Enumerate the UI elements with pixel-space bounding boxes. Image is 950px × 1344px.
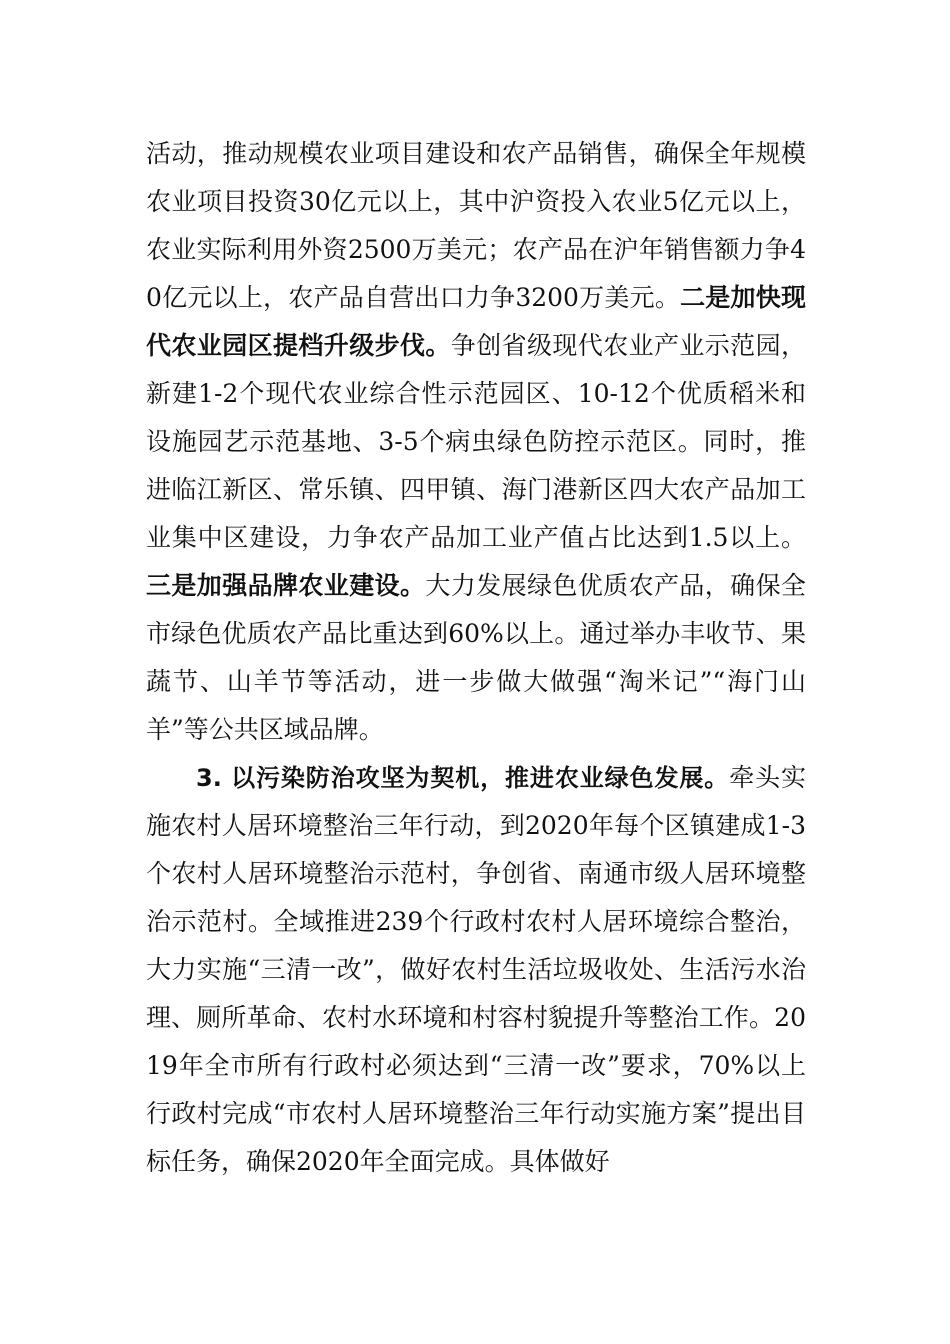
point-two-heading: 二是加快现代农业园区提档升级步伐。: [146, 283, 806, 360]
document-page: [146, 130, 806, 1186]
paragraph-text: 争创省级现代农业产业示范园，新建1-2个现代农业综合性示范园区、10-12个优质稻米和设施园艺示范基地、3-5个病虫绿色防控示范区。同时，推进临江新区、常乐镇、四甲镇、海门港新区四大农产品加工业集中区建设，力争农产品加工业产值占比达到1.5以上。: [146, 331, 806, 552]
paragraph-green-development: [146, 754, 806, 1186]
paragraph-text: 活动，推动规模农业项目建设和农产品销售，确保全年规模农业项目投资30亿元以上，其中沪资投入农业5亿元以上，农业实际利用外资2500万美元；农产品在沪年销售额力争40亿元以上，农产品自营出口力争3200万美元。: [146, 139, 806, 312]
point-three-heading: 三是加强品牌农业建设。: [146, 571, 426, 600]
paragraph-text: 牵头实施农村人居环境整治三年行动，到2020年每个区镇建成1-3个农村人居环境整治示范村，争创省、南通市级人居环境整治示范村。全域推进239个行政村农村人居环境综合整治，大力实施“三清一改”，做好农村生活垃圾收处、生活污水治理、厕所革命、农村水环境和村容村貌提升等整治工作。2019年全市所有行政村必须达到“三清一改”要求，70%以上行政村完成“市农村人居环境整治三年行动实施方案”提出目标任务，确保2020年全面完成。具体做好: [146, 763, 806, 1176]
section-heading: 3. 以污染防治攻坚为契机，推进农业绿色发展。: [196, 764, 730, 792]
paragraph-agri-projects: [146, 130, 806, 754]
paragraph-text: 大力发展绿色优质农产品，确保全市绿色优质农产品比重达到60%以上。通过举办丰收节、果蔬节、山羊节等活动，进一步做大做强“淘米记”“海门山羊”等公共区域品牌。: [146, 571, 806, 744]
